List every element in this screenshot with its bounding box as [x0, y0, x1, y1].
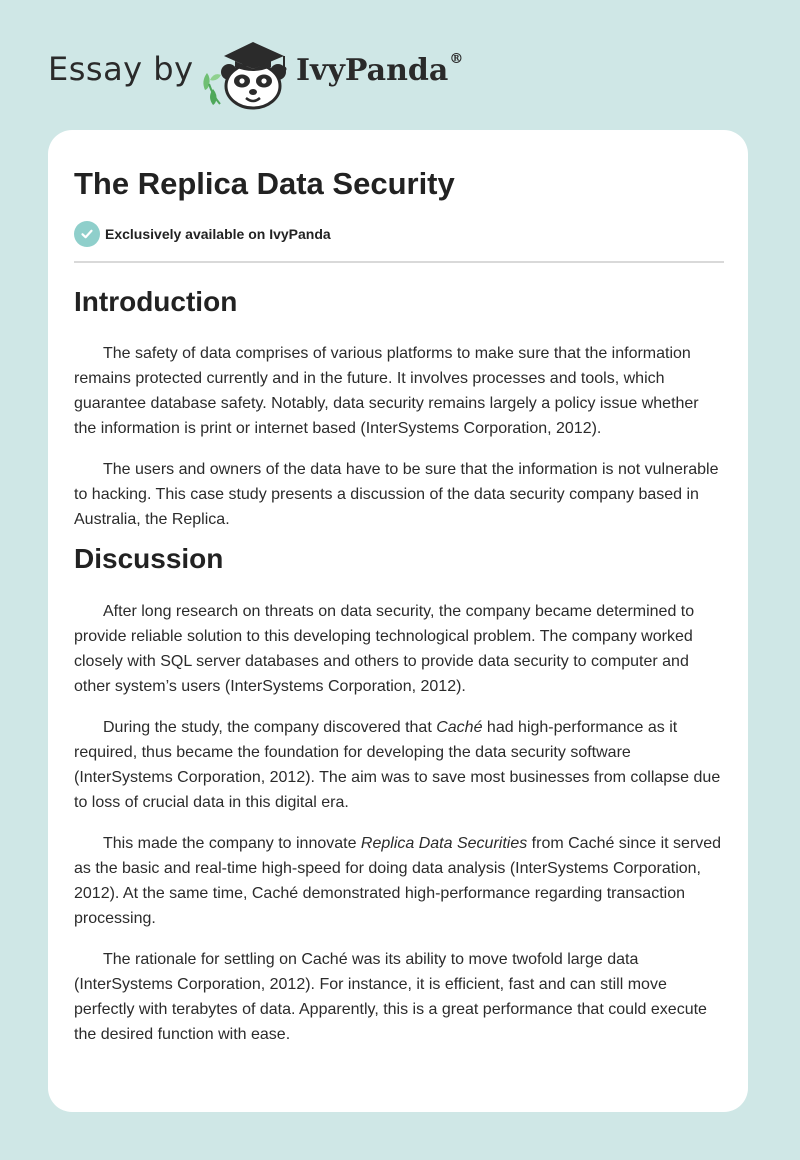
divider	[74, 261, 724, 263]
brand-text: IvyPanda	[296, 53, 449, 88]
registered-mark: ®	[449, 51, 464, 67]
essay-by-label: Essay by	[48, 50, 194, 88]
paragraph	[74, 599, 724, 699]
paragraph	[74, 831, 724, 931]
check-icon	[74, 221, 100, 247]
paragraph	[74, 947, 724, 1047]
site-header	[0, 0, 800, 130]
badge-label: Exclusively available on IvyPanda	[105, 226, 331, 242]
paragraph-text: had high-performance as it required, thus became the foundation for developing the data security software (InterSystems Corporation, 2012). The aim was to save most businesses from collapse due to loss of crucial data in this digital era.	[74, 719, 721, 811]
paragraph-text: from Caché since it served as the basic and real-time high-speed for doing data analysis (InterSystems Corporation, 2012). At the same time, Caché demonstrated high-performance regarding transaction processing.	[74, 835, 722, 927]
paragraph	[74, 715, 724, 815]
paragraph-text: This made the company to innovate	[103, 835, 361, 852]
paragraph-text: During the study, the company discovered that	[103, 719, 437, 736]
italic-term: Caché	[436, 719, 483, 736]
paragraph-text: After long research on threats on data security, the company became determined to provide reliable solution to this developing technological problem. The company worked closely with SQL server databases and others to provide data security to computer and other system’s users (InterSystems Corporation, 2012).	[74, 603, 695, 695]
section-heading-discussion: Discussion	[74, 543, 224, 574]
brand-name[interactable]	[296, 53, 463, 88]
panda-logo-icon[interactable]	[200, 34, 292, 110]
paragraph-text: The users and owners of the data have to be sure that the information is not vulnerable to hacking. This case study presents a discussion of the data security company based in Australia, the Replica.	[74, 461, 719, 528]
paragraph-text: The rationale for settling on Caché was its ability to move twofold large data (InterSystems Corporation, 2012). For instance, it is efficient, fast and can still move perfectly with terabytes of data. Apparently, this is a great performance that could execute the desired function with ease.	[74, 951, 707, 1043]
paragraph	[74, 341, 724, 441]
article-card	[48, 130, 748, 1112]
italic-term: Replica Data Securities	[360, 835, 528, 852]
exclusive-badge	[74, 221, 331, 247]
paragraph	[74, 457, 724, 532]
article-title: The Replica Data Security	[74, 166, 455, 201]
section-heading-introduction: Introduction	[74, 286, 238, 317]
paragraph-text: The safety of data comprises of various platforms to make sure that the information remains protected currently and in the future. It involves processes and tools, which guarantee database safety. Notably, data security remains largely a policy issue whether the information is print or internet based (InterSystems Corporation, 2012).	[74, 345, 699, 437]
article-body	[74, 282, 724, 1063]
